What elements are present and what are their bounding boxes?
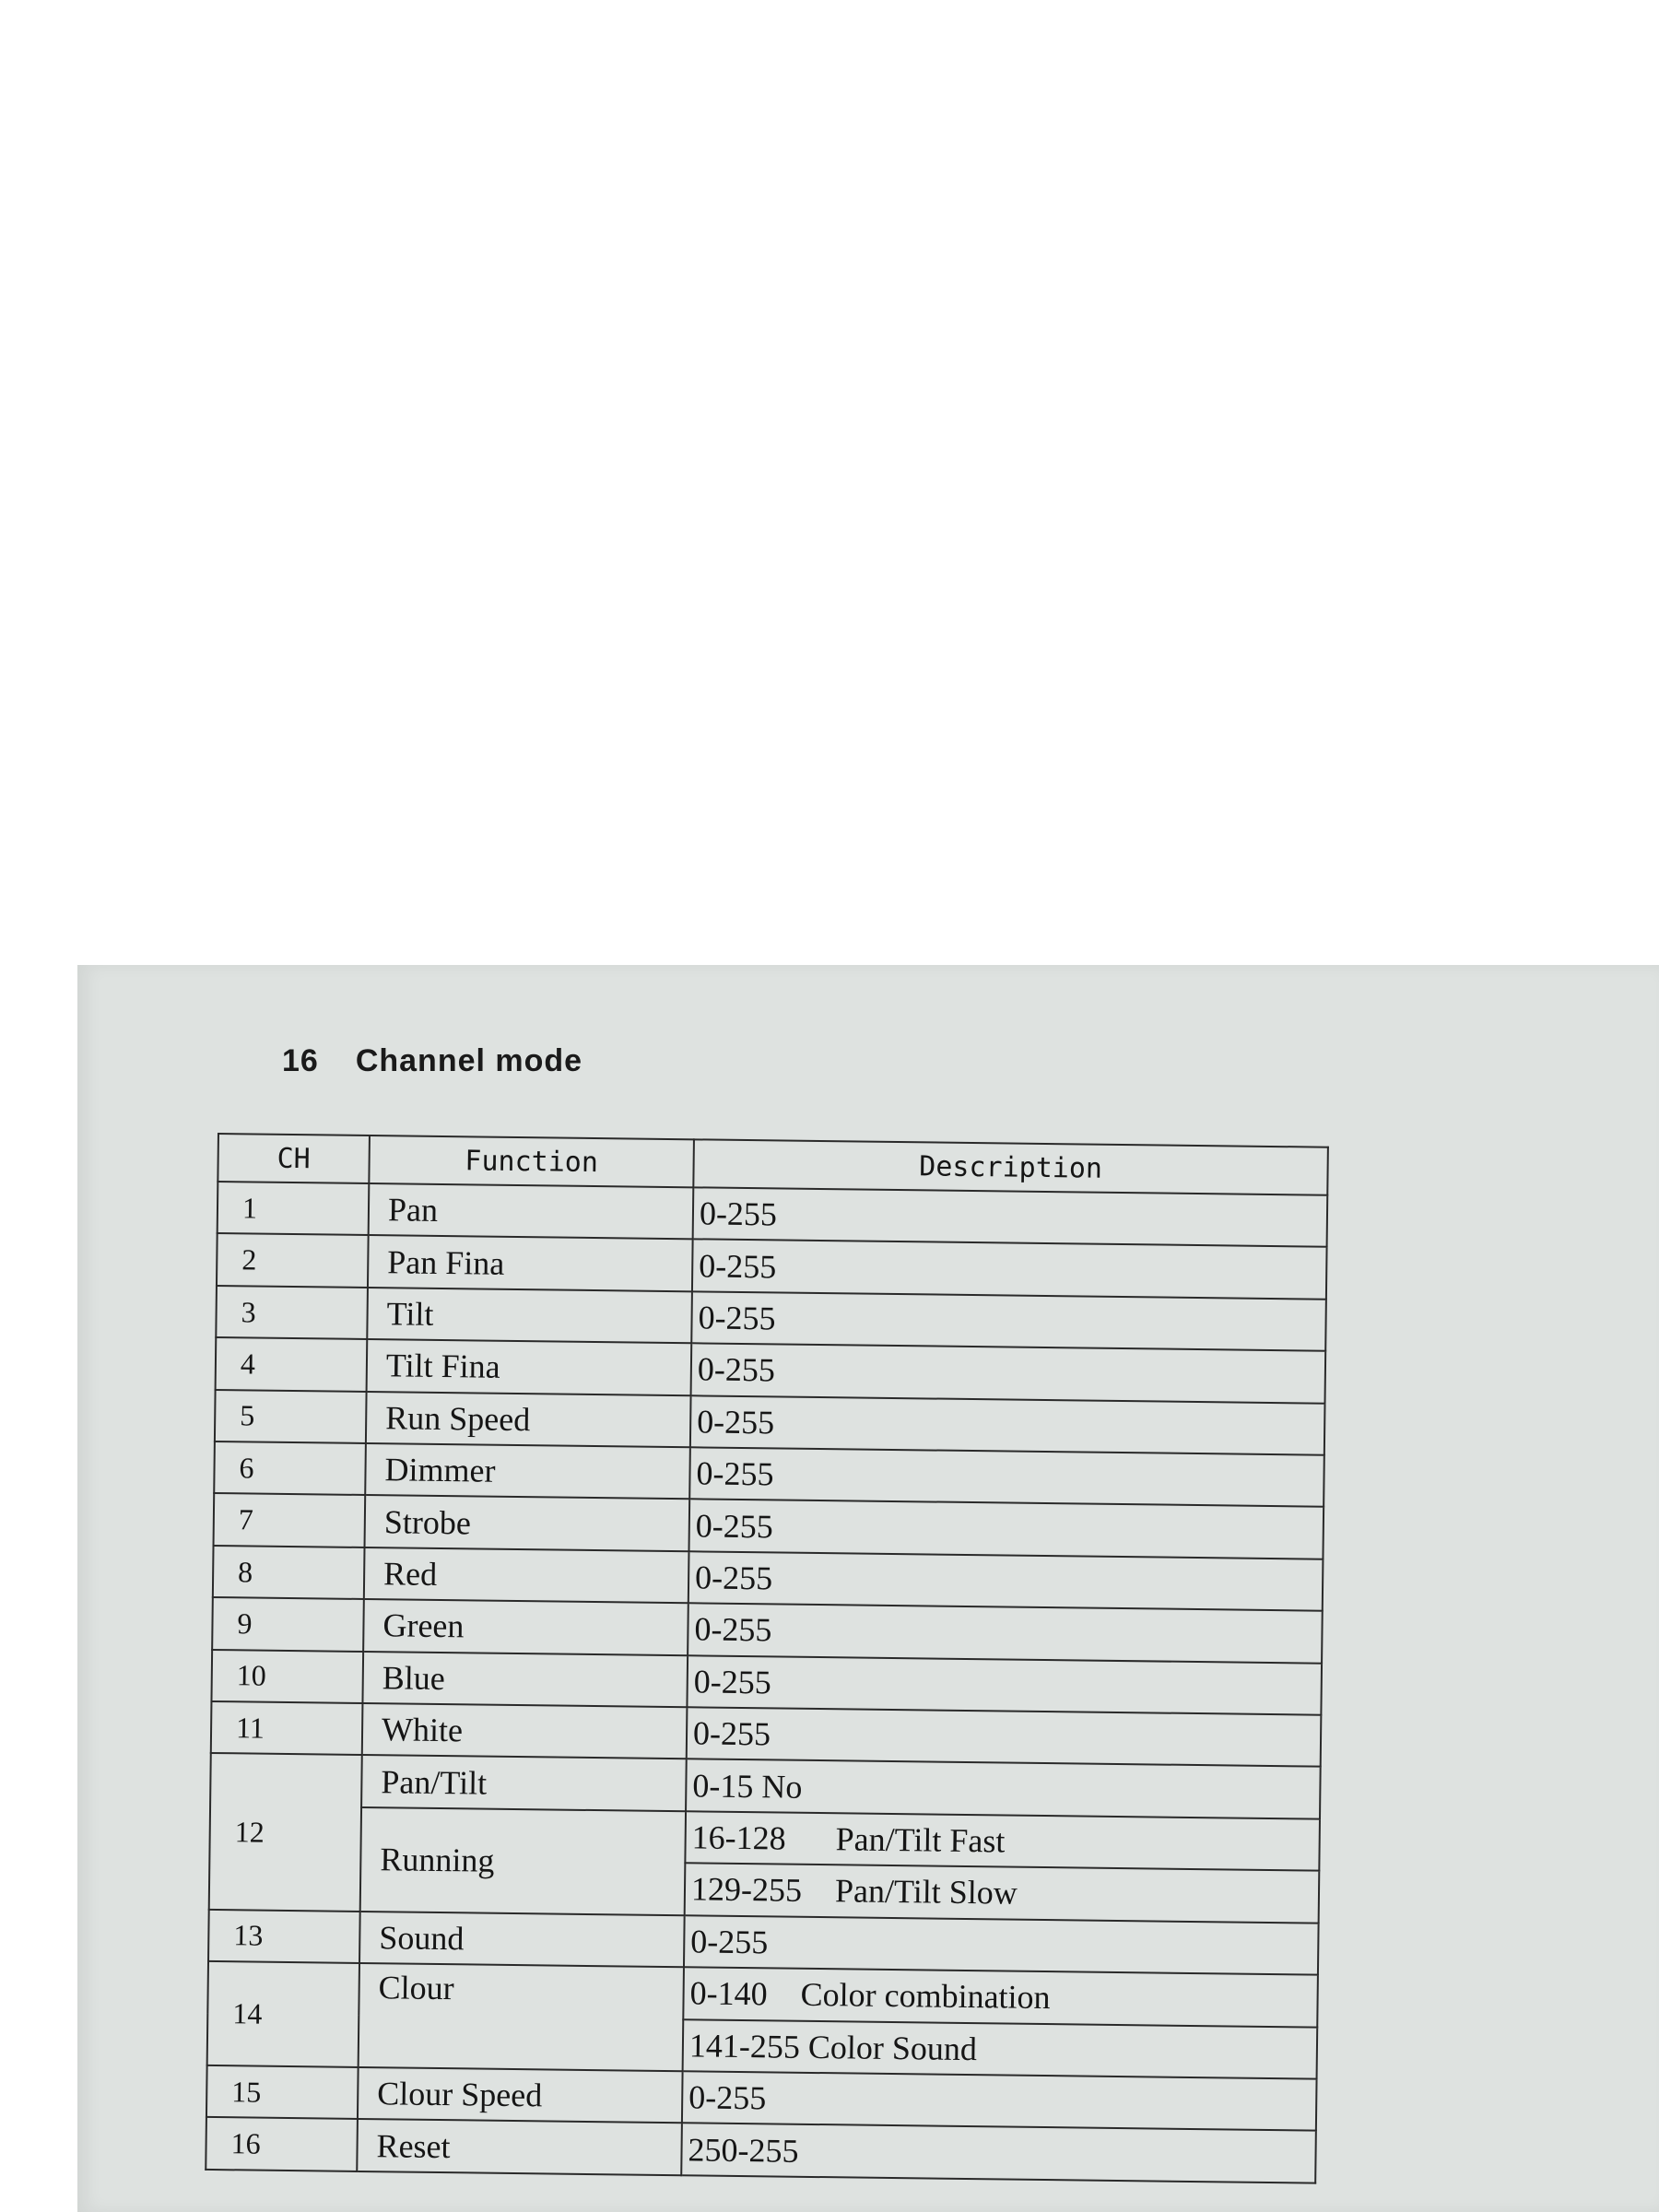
header-description: Description [693,1139,1328,1194]
header-ch: CH [218,1134,370,1183]
description-cell: 0-255 [690,1395,1325,1455]
ch-cell: 16 [206,2117,358,2171]
description-cell: 0-255 [682,2071,1317,2131]
ch-cell: 12 [209,1753,362,1911]
description-cell: 0-255 [687,1707,1322,1767]
ch-cell: 10 [211,1650,363,1703]
function-cell: Run Speed [366,1392,691,1448]
description-cell: 0-255 [688,1604,1323,1664]
ch-cell: 7 [214,1493,366,1547]
function-cell: Pan [369,1183,694,1240]
description-cell: 0-255 [689,1447,1324,1507]
description-cell: 250-255 [681,2124,1316,2183]
description-cell: 0-255 [691,1291,1326,1351]
section-title: Channel mode [355,1043,583,1078]
function-cell: Pan/Tilt [361,1755,687,1811]
ch-cell: 4 [216,1337,368,1391]
header-function: Function [369,1135,694,1187]
description-cell: 0-255 [684,1915,1319,1975]
ch-cell: 2 [217,1233,369,1287]
ch-cell: 8 [213,1546,365,1599]
channel-table-container [205,1133,1327,2184]
function-cell: Clour [359,1963,684,2071]
function-cell: White [362,1703,688,1759]
description-cell: 0-255 [687,1655,1322,1715]
description-cell: 0-255 [688,1500,1324,1559]
ch-cell: 15 [206,2065,359,2119]
description-cell: 0-255 [693,1187,1328,1247]
function-cell: Blue [362,1652,688,1708]
description-cell: 141-255 Color Sound [683,2019,1318,2079]
ch-cell: 13 [208,1910,360,1963]
function-cell: Dimmer [365,1443,690,1500]
page-title [282,1043,582,1079]
function-cell: Running [360,1807,686,1915]
function-cell: Red [364,1547,689,1604]
function-cell: Tilt [367,1288,692,1344]
function-cell: Tilt Fina [367,1339,692,1395]
ch-cell: 6 [214,1441,366,1495]
function-cell: Green [363,1599,688,1655]
description-cell: 129-255 Pan/Tilt Slow [685,1864,1320,1924]
description-cell: 0-15 No [686,1759,1321,1819]
ch-cell: 11 [211,1701,363,1755]
channel-table [205,1133,1329,2184]
section-number: 16 [282,1043,319,1078]
ch-cell: 5 [215,1390,367,1443]
description-cell: 0-255 [688,1551,1324,1611]
function-cell: Strobe [365,1495,690,1551]
description-cell: 0-255 [692,1240,1327,1300]
function-cell: Sound [359,1912,685,1968]
function-cell: Clour Speed [358,2067,683,2124]
function-cell: Reset [357,2119,682,2175]
ch-cell: 14 [207,1961,359,2067]
description-cell: 0-140 Color combination [683,1967,1318,2027]
function-cell: Pan Fina [368,1235,693,1291]
description-cell: 16-128 Pan/Tilt Fast [685,1811,1320,1871]
ch-cell: 3 [216,1286,368,1339]
ch-cell: 1 [218,1182,370,1235]
ch-cell: 9 [212,1597,364,1651]
description-cell: 0-255 [691,1344,1326,1404]
